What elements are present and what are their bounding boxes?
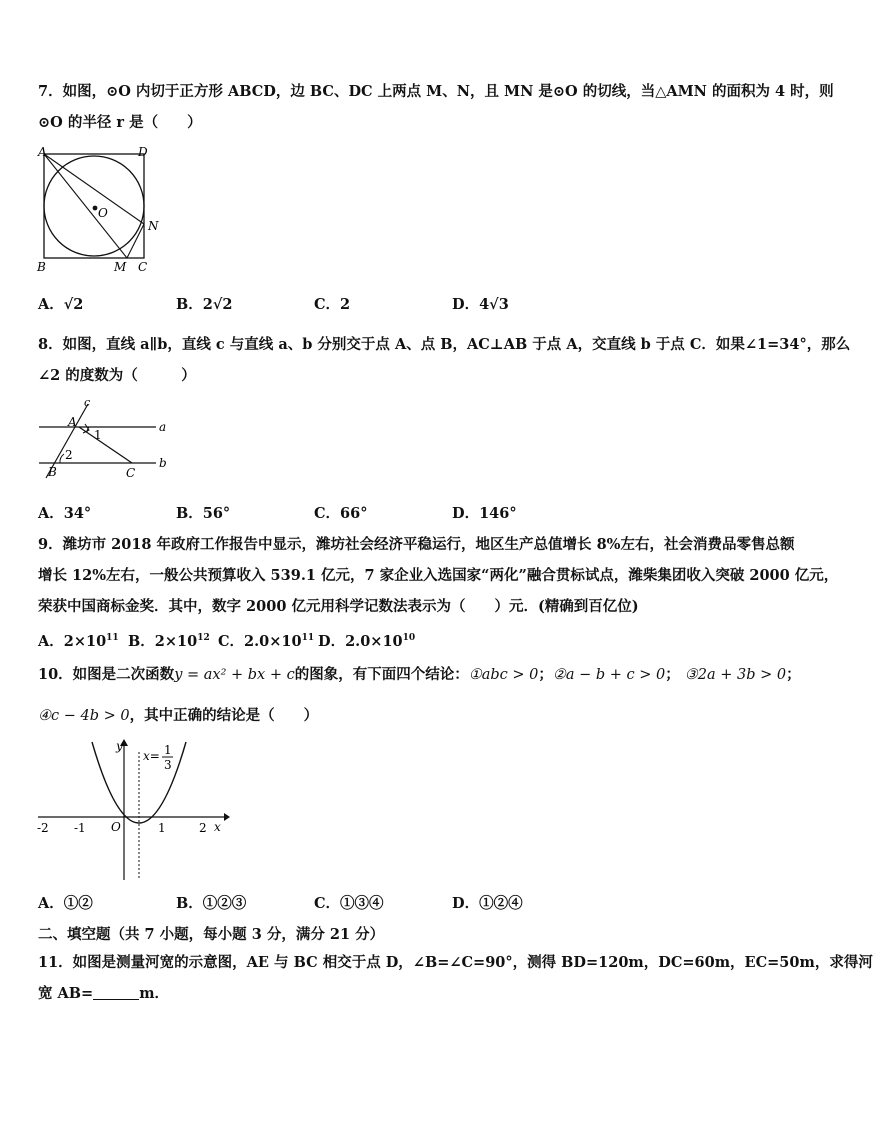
q9-option-b-base: B．2×10: [128, 633, 198, 650]
q9-line2: 增长 12%左右，一般公共预算收入 539.1 亿元，7 家企业入选国家“两化”融合贯标试点，潍柴集团收入突破 2000 亿元，: [38, 567, 839, 584]
q10-equation: y = ax² + bx + c: [174, 667, 295, 683]
q7-label-C: C: [138, 260, 148, 274]
q7-option-c[interactable]: C．2: [314, 296, 351, 313]
q10-graph: [34, 736, 234, 884]
q7-figure: [34, 144, 164, 276]
q9-option-a[interactable]: [38, 628, 119, 652]
q7-option-a[interactable]: A．√2: [38, 296, 84, 313]
q8-label-2: 2: [65, 448, 73, 462]
q8-label-c: c: [84, 396, 91, 409]
q10-line2: [38, 706, 318, 726]
q10-option-c[interactable]: C．①③④: [314, 895, 384, 912]
q10-conclusion-2: ②a − b + c > 0: [552, 667, 666, 683]
q7-label-A: A: [38, 145, 47, 159]
q10-line2-suffix: ，其中正确的结论是（ ）: [129, 707, 319, 724]
q10-origin: O: [111, 820, 121, 834]
q9-option-a-base: A．2×10: [38, 633, 107, 650]
q9-option-d-base: D．2.0×10: [318, 633, 403, 650]
section-title: 二、填空题（共 7 小题，每小题 3 分，满分 21 分）: [38, 926, 385, 943]
q9-option-b[interactable]: [128, 628, 210, 652]
q7-option-d[interactable]: D．4√3: [452, 296, 509, 313]
q8-option-a[interactable]: A．34°: [38, 505, 92, 522]
q8-label-B: B: [48, 465, 57, 479]
q10-conclusion-4: ④c − 4b > 0: [38, 708, 130, 724]
q10-axis-y: y: [116, 739, 123, 753]
q10-axis-x: x: [214, 820, 221, 834]
q7-label-D: D: [138, 145, 148, 159]
q8-option-b[interactable]: B．56°: [176, 505, 231, 522]
q10-frac-num: 1: [164, 743, 172, 757]
q9-option-b-exp: 12: [197, 633, 210, 643]
q10-tick-p1: 1: [158, 821, 166, 835]
q9-line3: 荣获中国商标金奖．其中，数字 2000 亿元用科学记数法表示为（ ）元．(精确到百亿位): [38, 598, 639, 615]
q9-option-c-base: C．2.0×10: [218, 633, 302, 650]
q8-line1: 8．如图，直线 a∥b，直线 c 与直线 a、b 分别交于点 A、点 B，AC⊥AB 于点 A，交直线 b 于点 C．如果∠1=34°，那么: [38, 336, 851, 353]
q8-label-b: b: [159, 456, 167, 470]
q7-label-M: M: [114, 260, 127, 274]
q11-line1: 11．如图是测量河宽的示意图，AE 与 BC 相交于点 D，∠B=∠C=90°，测得 BD=120m，DC=60m，EC=50m，求得河: [38, 954, 873, 971]
q11-prefix: 宽 AB=: [38, 985, 94, 1002]
q11-line2: [38, 984, 169, 1004]
q10-option-b[interactable]: B．①②③: [176, 895, 247, 912]
q9-line1: 9．潍坊市 2018 年政府工作报告中显示，潍坊社会经济平稳运行，地区生产总值增长 8%左右，社会消费品零售总额: [38, 536, 795, 553]
q10-suffix: 的图象，有下面四个结论：: [294, 666, 469, 683]
q8-line2: ∠2 的度数为（ ）: [38, 367, 196, 384]
q10-conclusion-3: ③2a + 3b > 0: [684, 667, 787, 683]
q9-option-d[interactable]: [318, 628, 415, 652]
q9-option-d-exp: 10: [402, 633, 416, 643]
q8-label-a: a: [159, 420, 167, 434]
q7-option-b[interactable]: B．2√2: [176, 296, 233, 313]
q10-axis-of-symmetry: x=: [143, 749, 160, 763]
q10-option-d[interactable]: D．①②④: [452, 895, 523, 912]
q11-suffix: m．: [139, 985, 170, 1002]
q8-figure: [34, 396, 184, 484]
q7-label-O: O: [98, 206, 108, 220]
q9-option-c[interactable]: [218, 628, 314, 652]
q10-conclusion-1: ①abc > 0: [468, 667, 539, 683]
q10-tick-m2: -2: [37, 821, 49, 835]
q7-line1: 7．如图，⊙O 内切于正方形 ABCD，边 BC、DC 上两点 M、N，且 MN 是⊙O 的切线，当△AMN 的面积为 4 时，则: [38, 83, 834, 100]
q11-answer-blank[interactable]: [93, 984, 139, 1000]
q7-label-B: B: [37, 260, 46, 274]
q8-label-C: C: [126, 466, 136, 480]
q10-prefix: 10．如图是二次函数: [38, 666, 175, 683]
q7-line2: ⊙O 的半径 r 是（ ）: [38, 114, 202, 131]
q8-option-c[interactable]: C．66°: [314, 505, 368, 522]
q7-label-N: N: [148, 219, 159, 233]
q10-option-a[interactable]: A．①②: [38, 895, 93, 912]
q10-line1: 10．如图是二次函数y = ax² + bx + c的图象，有下面四个结论：①abc > 0；②a − b + c > 0； ③2a + 3b > 0；: [38, 666, 801, 683]
q10-tick-m1: -1: [74, 821, 86, 835]
q8-label-A: A: [68, 415, 77, 429]
q9-option-c-exp: 11: [301, 633, 315, 643]
q10-frac-den: 3: [164, 758, 172, 772]
q10-tick-p2: 2: [199, 821, 207, 835]
q8-option-d[interactable]: D．146°: [452, 505, 517, 522]
q8-label-1: 1: [94, 428, 102, 442]
q9-option-a-exp: 11: [106, 633, 119, 643]
